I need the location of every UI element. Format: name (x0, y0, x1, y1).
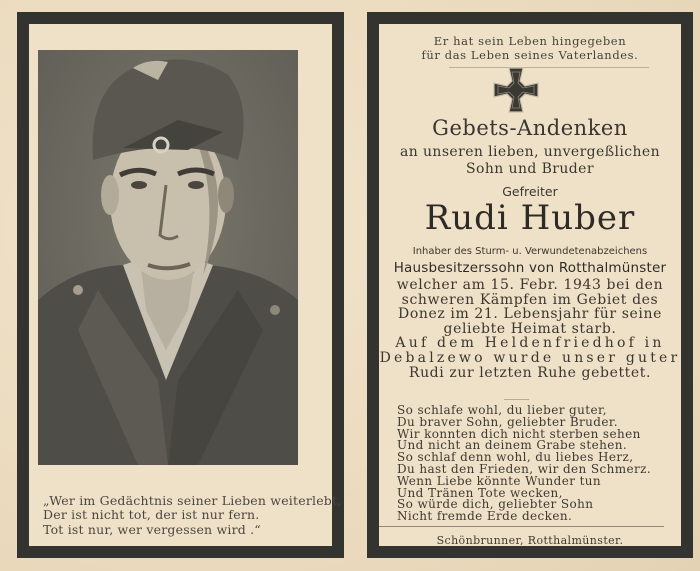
top-divider (449, 67, 649, 68)
middle-divider (504, 399, 529, 400)
award-line: Inhaber des Sturm- u. Verwundetenabzeichens (412, 246, 648, 257)
memorial-quote (43, 493, 342, 537)
poem-line: Und nicht an deinem Grabe stehen. (397, 438, 628, 453)
story-line: Donez im 21. Lebensjahr für seine (398, 306, 662, 323)
dedication (379, 144, 681, 178)
footer-divider (379, 526, 664, 527)
card-title: Gebets-Andenken (432, 116, 628, 140)
quote-line: „Wer im Gedächtnis seiner Lieben weiterlebt, (43, 493, 342, 508)
story-line: Auf dem Heldenfriedhof in (395, 335, 665, 352)
poem-line: Wenn Liebe könnte Wunder tun (397, 473, 602, 488)
poem-line: Wir konnten dich nicht sterben sehen (397, 426, 641, 441)
poem-line: Nicht fremde Erde decken. (397, 509, 573, 524)
right-memorial-panel (367, 12, 693, 558)
iron-cross-icon (493, 67, 539, 113)
quote-line: Der ist nicht tot, der ist nur fern. (43, 507, 260, 523)
memorial-poem (397, 405, 677, 523)
rank: Gefreiter (502, 184, 558, 199)
story-line: Rudi zur letzten Ruhe gebettet. (408, 364, 652, 381)
story-line: Debalzewo wurde unser guter (379, 349, 681, 366)
soldier-portrait-icon (38, 50, 298, 465)
poem-line: Du braver Sohn, geliebter Bruder. (397, 414, 618, 429)
motto-line: Er hat sein Leben hingegeben (433, 34, 627, 48)
poem-line: So würde dich, geliebter Sohn (397, 497, 594, 512)
quote-line: Tot ist nur, wer vergessen wird .“ (43, 521, 261, 537)
portrait-photo (38, 50, 298, 465)
dedication-line: Sohn und Bruder (466, 161, 594, 177)
printer-credit: Schönbrunner, Rotthalmünster. (436, 534, 624, 547)
left-memorial-panel (17, 12, 344, 558)
deceased-name: Rudi Huber (424, 198, 636, 238)
story-line: schweren Kämpfen im Gebiet des (401, 291, 659, 308)
motto (379, 35, 681, 62)
poem-line: Und Tränen Tote wecken, (397, 485, 563, 500)
poem-line: Du hast den Frieden, wir den Schmerz. (397, 461, 652, 476)
story-line: welcher am 15. Febr. 1943 bei den (396, 277, 664, 293)
origin-line: Hausbesitzerssohn von Rotthalmünster (393, 260, 667, 276)
motto-line: für das Leben seines Vaterlandes. (421, 47, 639, 62)
story-line: geliebte Heimat starb. (443, 320, 617, 337)
dedication-line: an unseren lieben, unvergeßlichen (400, 144, 660, 160)
biography (379, 278, 681, 380)
poem-line: So schlafe wohl, du lieber guter, (397, 403, 608, 417)
poem-line: So schlaf denn wohl, du liebes Herz, (397, 450, 634, 465)
